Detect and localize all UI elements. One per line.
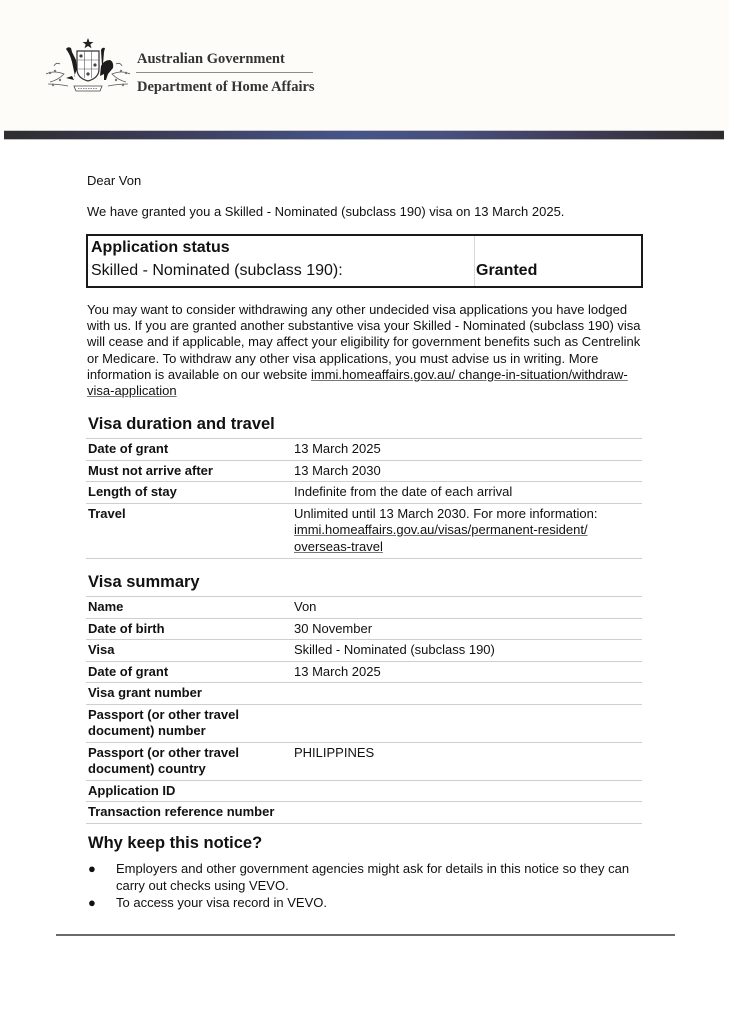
row-label: Application ID: [88, 782, 176, 798]
table-row: [86, 461, 642, 483]
row-value: Von: [294, 599, 317, 614]
row-value: [294, 707, 642, 740]
table-row: [86, 705, 642, 743]
government-name: Australian Government: [137, 51, 285, 67]
overseas-travel-link[interactable]: immi.homeaffairs.gov.au/visas/permanent-resident/ overseas-travel: [294, 522, 588, 554]
row-label: Name: [88, 599, 124, 614]
visa-duration-title: Visa duration and travel: [88, 415, 275, 433]
application-status-label: Skilled - Nominated (subclass 190):: [91, 262, 343, 279]
withdraw-advice-paragraph: [87, 302, 647, 399]
table-row: [86, 781, 642, 803]
visa-duration-table: [86, 438, 642, 559]
bullet-icon: ●: [88, 895, 96, 910]
footer-divider: [56, 934, 675, 936]
table-row: [86, 640, 642, 662]
advice-text: You may want to consider withdrawing any other undecided visa applications you have lodged with us. If you are granted another substantive visa your Skilled - Nominated (subclass 190) visa will cease and if applicable, may affect your eligibility for government benefits such as Centrelink or Medicare. To withdraw any other visa applications, you must advise us in writing. More information is available on our website: [87, 302, 641, 382]
row-value: [294, 685, 642, 702]
row-label: Length of stay: [88, 484, 177, 499]
row-label: Travel: [88, 505, 126, 521]
row-value: [294, 506, 642, 556]
application-status-box: [86, 234, 643, 288]
header-color-band: [4, 130, 724, 140]
grant-intro: We have granted you a Skilled - Nominated (subclass 190) visa on 13 March 2025.: [87, 204, 565, 219]
list-item-text: To access your visa record in VEVO.: [116, 895, 327, 910]
table-row: [86, 743, 642, 781]
row-label: Visa: [88, 642, 115, 657]
visa-summary-table: [86, 596, 642, 824]
travel-text: Unlimited until 13 March 2030. For more information:: [294, 505, 598, 521]
row-value: PHILIPPINES: [294, 744, 375, 760]
row-value: 13 March 2025: [294, 441, 381, 456]
greeting: Dear Von: [87, 173, 142, 188]
why-keep-title: Why keep this notice?: [88, 834, 263, 852]
withdraw-visa-link[interactable]: immi.homeaffairs.gov.au/ change-in-situation/withdraw-visa-application: [87, 366, 628, 399]
list-item: [86, 861, 646, 894]
row-value: [294, 783, 642, 800]
table-row: [86, 662, 642, 684]
row-label: Passport (or other travel document) country: [88, 744, 239, 776]
table-row: [86, 504, 642, 560]
table-row: [86, 482, 642, 504]
table-row: [86, 439, 642, 461]
table-row: [86, 683, 642, 705]
status-column-divider: [474, 236, 475, 286]
list-item-text: Employers and other government agencies might ask for details in this notice so they can carry out checks using VEVO.: [116, 861, 630, 893]
row-label: Date of grant: [88, 663, 169, 679]
letterhead: [0, 0, 729, 130]
row-value: 30 November: [294, 620, 373, 636]
application-status-heading: Application status: [91, 239, 230, 256]
list-item: [86, 895, 646, 912]
application-status-value: Granted: [476, 262, 538, 279]
visa-summary-title: Visa summary: [88, 573, 200, 591]
row-label: Visa grant number: [88, 685, 202, 700]
row-label: Date of birth: [88, 620, 165, 636]
why-keep-list: [86, 861, 646, 913]
table-row: [86, 597, 642, 619]
table-row: [86, 802, 642, 824]
row-value: 13 March 2025: [294, 663, 381, 679]
department-name: Department of Home Affairs: [137, 79, 315, 95]
row-label: Must not arrive after: [88, 462, 213, 478]
row-label: Passport (or other travel document) number: [88, 706, 239, 738]
row-value: Skilled - Nominated (subclass 190): [294, 642, 495, 657]
row-label: Transaction reference number: [88, 804, 275, 819]
coat-of-arms-icon: [44, 36, 132, 98]
row-value: 13 March 2030: [294, 462, 381, 478]
bullet-icon: ●: [88, 861, 96, 876]
row-label: Date of grant: [88, 441, 169, 456]
header-divider: [136, 72, 313, 73]
row-value: Indefinite from the date of each arrival: [294, 484, 513, 499]
row-value: [294, 804, 642, 821]
table-row: [86, 619, 642, 641]
